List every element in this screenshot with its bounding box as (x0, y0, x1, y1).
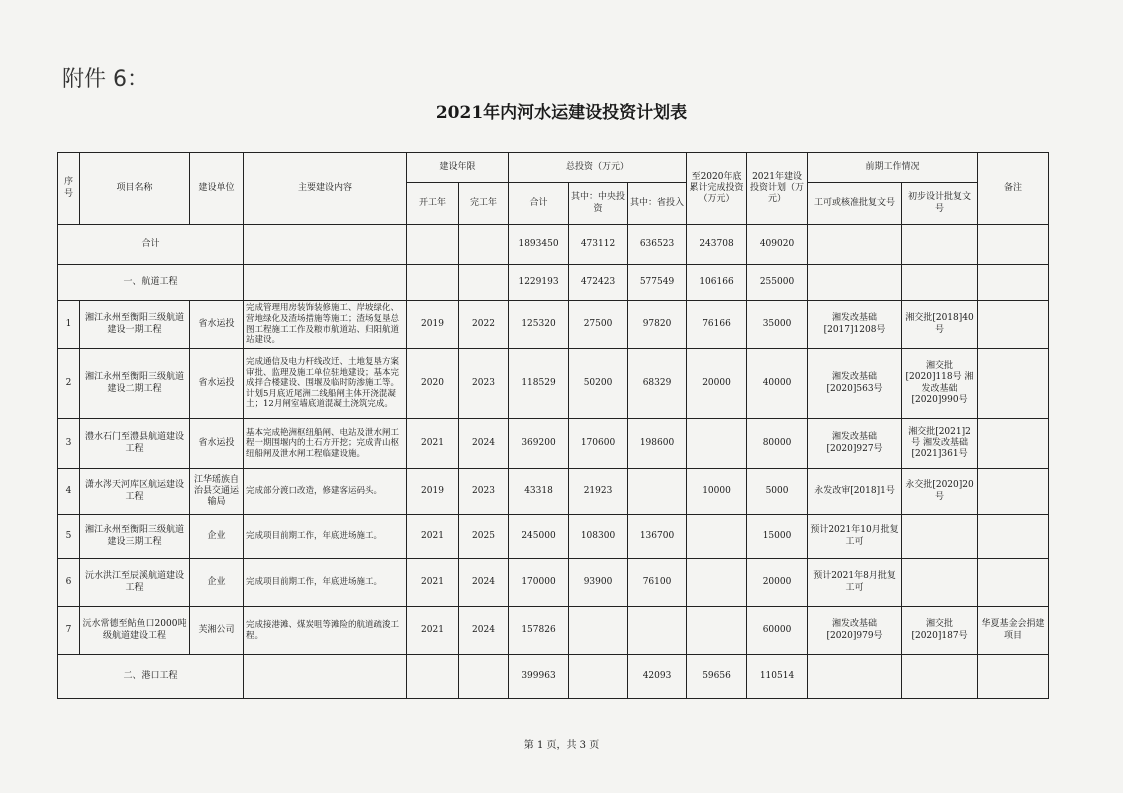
cell-remark (978, 469, 1049, 515)
section-label: 一、航道工程 (58, 265, 244, 301)
col-done-2020: 至2020年底累计完成投资（万元） (687, 153, 747, 225)
cell-done: 76166 (687, 301, 747, 349)
header-row-1 (58, 153, 1049, 183)
cell-approval: 预计2021年10月批复工可 (808, 515, 902, 559)
section-provincial: 42093 (628, 655, 687, 699)
cell-provincial: 76100 (628, 559, 687, 607)
cell-seq: 7 (58, 607, 80, 655)
cell-start: 2021 (407, 515, 459, 559)
cell-end: 2024 (459, 419, 509, 469)
cell-sum: 43318 (509, 469, 569, 515)
cell-content: 完成管理用房装饰装修施工、岸坡绿化、营地绿化及渣场措施等施工；渣场复垦总图工程施工工作及粮市航道站、归阳航道站建设。 (244, 301, 407, 349)
cell-plan: 35000 (747, 301, 808, 349)
table-row (58, 559, 1049, 607)
col-start: 开工年 (407, 183, 459, 225)
cell-sum: 170000 (509, 559, 569, 607)
col-provincial: 其中：省投入 (628, 183, 687, 225)
cell-end: 2025 (459, 515, 509, 559)
cell-start: 2019 (407, 301, 459, 349)
cell-central: 108300 (569, 515, 628, 559)
cell-approval: 湘发改基础[2017]1208号 (808, 301, 902, 349)
cell-provincial: 68329 (628, 349, 687, 419)
cell-content: 完成项目前期工作，年底进场施工。 (244, 515, 407, 559)
cell-seq: 3 (58, 419, 80, 469)
page-number: 第 1 页，共 3 页 (523, 740, 600, 751)
cell-content: 完成接港滩、煤炭咀等滩险的航道疏浚工程。 (244, 607, 407, 655)
cell-central: 50200 (569, 349, 628, 419)
cell-plan: 80000 (747, 419, 808, 469)
total-provincial: 636523 (628, 225, 687, 265)
cell-central (569, 607, 628, 655)
cell-content: 完成项目前期工作，年底进场施工。 (244, 559, 407, 607)
cell-central: 21923 (569, 469, 628, 515)
table-row (58, 607, 1049, 655)
cell-design: 湘交批[2020]118号 湘发改基础[2020]990号 (902, 349, 978, 419)
cell-name: 潇水涔天河库区航运建设工程 (80, 469, 190, 515)
cell-plan: 20000 (747, 559, 808, 607)
section-sum: 1229193 (509, 265, 569, 301)
table-row (58, 469, 1049, 515)
cell-provincial: 136700 (628, 515, 687, 559)
cell-approval: 永发改审[2018]1号 (808, 469, 902, 515)
table-row (58, 419, 1049, 469)
cell-remark (978, 301, 1049, 349)
cell-design (902, 559, 978, 607)
cell-design: 湘交批[2021]2号 湘发改基础[2021]361号 (902, 419, 978, 469)
cell-seq: 4 (58, 469, 80, 515)
cell-start: 2020 (407, 349, 459, 419)
cell-sum: 125320 (509, 301, 569, 349)
col-name: 项目名称 (80, 153, 190, 225)
section-sum: 399963 (509, 655, 569, 699)
cell-done: 20000 (687, 349, 747, 419)
cell-start: 2021 (407, 419, 459, 469)
cell-sum: 157826 (509, 607, 569, 655)
cell-central: 170600 (569, 419, 628, 469)
cell-seq: 2 (58, 349, 80, 419)
col-total-invest: 总投资（万元） (509, 153, 687, 183)
cell-remark (978, 559, 1049, 607)
attachment-label: 附件 6： (62, 67, 149, 92)
cell-end: 2023 (459, 349, 509, 419)
cell-done (687, 607, 747, 655)
col-content: 主要建设内容 (244, 153, 407, 225)
cell-remark (978, 419, 1049, 469)
cell-end: 2024 (459, 559, 509, 607)
cell-remark: 华夏基金会捐建项目 (978, 607, 1049, 655)
section-provincial: 577549 (628, 265, 687, 301)
section-label: 二、港口工程 (58, 655, 244, 699)
cell-sum: 245000 (509, 515, 569, 559)
cell-provincial (628, 607, 687, 655)
cell-provincial: 198600 (628, 419, 687, 469)
cell-seq: 5 (58, 515, 80, 559)
cell-design (902, 515, 978, 559)
cell-remark (978, 515, 1049, 559)
total-done: 243708 (687, 225, 747, 265)
cell-unit: 芙湘公司 (190, 607, 244, 655)
cell-name: 湘江永州至衡阳三级航道建设三期工程 (80, 515, 190, 559)
cell-name: 澧水石门至澧县航道建设工程 (80, 419, 190, 469)
cell-end: 2024 (459, 607, 509, 655)
cell-central: 27500 (569, 301, 628, 349)
investment-plan-table (57, 152, 1049, 699)
cell-design: 永交批[2020]20号 (902, 469, 978, 515)
cell-sum: 369200 (509, 419, 569, 469)
cell-seq: 1 (58, 301, 80, 349)
cell-start: 2019 (407, 469, 459, 515)
section-central: 472423 (569, 265, 628, 301)
cell-design: 湘交批[2018]40号 (902, 301, 978, 349)
cell-approval: 湘发改基础[2020]979号 (808, 607, 902, 655)
table-row (58, 349, 1049, 419)
col-end: 完工年 (459, 183, 509, 225)
section-done: 106166 (687, 265, 747, 301)
section-plan: 110514 (747, 655, 808, 699)
total-label: 合计 (58, 225, 244, 265)
cell-done (687, 515, 747, 559)
col-prework: 前期工作情况 (808, 153, 978, 183)
col-remark: 备注 (978, 153, 1049, 225)
cell-done (687, 419, 747, 469)
section-central (569, 655, 628, 699)
total-plan: 409020 (747, 225, 808, 265)
cell-provincial (628, 469, 687, 515)
col-design: 初步设计批复文号 (902, 183, 978, 225)
cell-plan: 5000 (747, 469, 808, 515)
cell-name: 沅水常德至鲇鱼口2000吨级航道建设工程 (80, 607, 190, 655)
cell-end: 2023 (459, 469, 509, 515)
cell-unit: 企业 (190, 559, 244, 607)
cell-plan: 40000 (747, 349, 808, 419)
cell-start: 2021 (407, 607, 459, 655)
col-period: 建设年限 (407, 153, 509, 183)
cell-plan: 60000 (747, 607, 808, 655)
cell-seq: 6 (58, 559, 80, 607)
total-sum: 1893450 (509, 225, 569, 265)
cell-central: 93900 (569, 559, 628, 607)
cell-approval: 湘发改基础[2020]563号 (808, 349, 902, 419)
cell-done: 10000 (687, 469, 747, 515)
cell-unit: 企业 (190, 515, 244, 559)
col-approval: 工可或核准批复文号 (808, 183, 902, 225)
total-central: 473112 (569, 225, 628, 265)
col-plan-2021: 2021年建设投资计划（万元） (747, 153, 808, 225)
section-done: 59656 (687, 655, 747, 699)
cell-remark (978, 349, 1049, 419)
cell-content: 完成通信及电力杆线改迁、土地复垦方案审批、监理及施工单位驻地建设；基本完成拌合楼建设、围堰及临时防渗施工等。计划5月底近尾洲二线船闸主体开浇混凝土；12月闸室墙底道混凝土浇筑完成。 (244, 349, 407, 419)
cell-unit: 江华瑶族自治县交通运输局 (190, 469, 244, 515)
cell-name: 沅水洪江至辰溪航道建设工程 (80, 559, 190, 607)
section-row-waterway (58, 265, 1049, 301)
cell-unit: 省水运投 (190, 349, 244, 419)
cell-design: 湘交批[2020]187号 (902, 607, 978, 655)
cell-name: 湘江永州至衡阳三级航道建设一期工程 (80, 301, 190, 349)
col-sum: 合计 (509, 183, 569, 225)
page-title: 2021年内河水运建设投资计划表 (435, 103, 688, 123)
section-row-port (58, 655, 1049, 699)
cell-plan: 15000 (747, 515, 808, 559)
cell-provincial: 97820 (628, 301, 687, 349)
cell-sum: 118529 (509, 349, 569, 419)
cell-start: 2021 (407, 559, 459, 607)
section-plan: 255000 (747, 265, 808, 301)
col-seq: 序号 (58, 153, 80, 225)
col-unit: 建设单位 (190, 153, 244, 225)
table-row (58, 301, 1049, 349)
cell-unit: 省水运投 (190, 301, 244, 349)
table-row (58, 515, 1049, 559)
cell-unit: 省水运投 (190, 419, 244, 469)
cell-approval: 湘发改基础[2020]927号 (808, 419, 902, 469)
cell-end: 2022 (459, 301, 509, 349)
cell-content: 基本完成艳洲枢纽船闸、电站及泄水闸工程一期围堰内的土石方开挖；完成青山枢纽船闸及泄水闸工程临建设施。 (244, 419, 407, 469)
cell-name: 湘江永州至衡阳三级航道建设二期工程 (80, 349, 190, 419)
total-row (58, 225, 1049, 265)
cell-content: 完成部分渡口改造，修建客运码头。 (244, 469, 407, 515)
cell-approval: 预计2021年8月批复工可 (808, 559, 902, 607)
col-central: 其中：中央投资 (569, 183, 628, 225)
cell-done (687, 559, 747, 607)
